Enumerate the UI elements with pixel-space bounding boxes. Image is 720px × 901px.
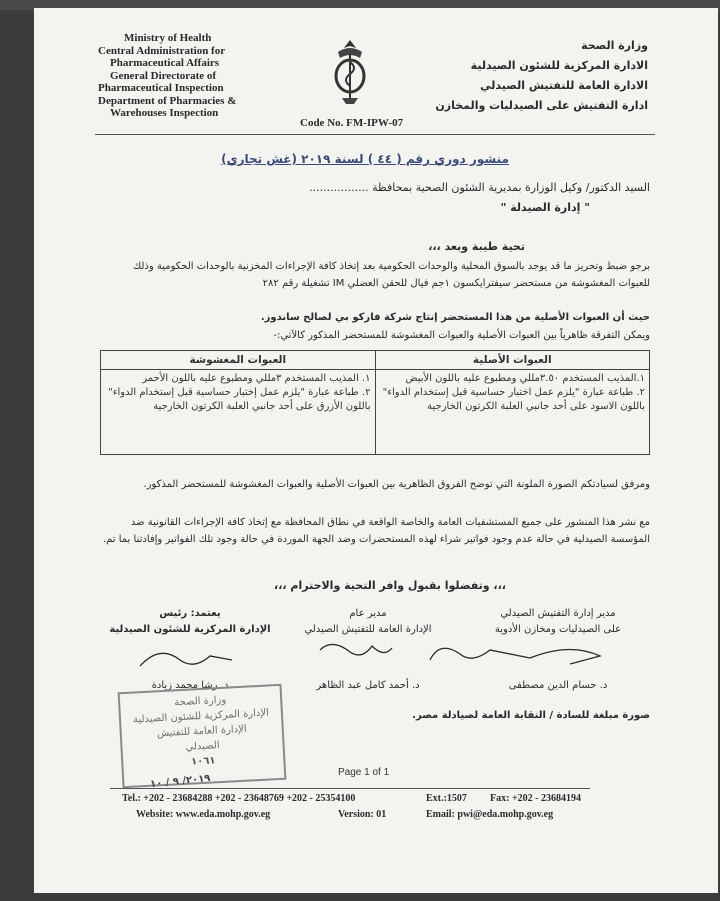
header-english <box>98 32 258 120</box>
footer-version: Version: 01 <box>338 809 387 820</box>
header-en-line: Department of Pharmacies & <box>98 94 237 107</box>
stamp-line: الإدارة العامة للتفتيش <box>156 723 247 740</box>
stamp-line: الإدارة المركزية للشئون الصيدلية <box>132 707 270 726</box>
closing-line: ،،، وتفضلوا بقبول وافر التحية والاحترام ،،، <box>274 579 506 592</box>
form-code: Code No. FM-IPW-07 <box>300 117 404 129</box>
header-en-line: Central Administration for <box>98 44 226 57</box>
stamp-number: ١٠٦١ <box>190 755 216 768</box>
signature-stroke-1 <box>430 648 600 664</box>
handwritten-signatures <box>100 630 620 680</box>
header-ar-line: وزارة الصحة <box>581 39 648 52</box>
signature-stroke-3 <box>140 653 232 666</box>
signature-role: على الصيدليات ومخازن الأدوية <box>494 624 622 635</box>
header-en-line: Pharmaceutical Affairs <box>110 57 220 69</box>
fake-point: ٢. طباعة عبارة "يلزم عمل إختبار حساسية قبل إستخدام الدواء" باللون الأزرق على أحد جانبي العلبة الكرتون الخارجية <box>108 387 371 412</box>
header-ar-line: الادارة المركزية للشئون الصيدلية <box>470 59 648 72</box>
cc-line: صورة مبلغة للسادة / النقابة العامة لصيادلة مصر. <box>412 710 650 721</box>
comparison-table <box>100 350 650 455</box>
header-en-line: Warehouses Inspection <box>110 107 219 119</box>
table-cell-original <box>375 370 650 455</box>
header-ar-line: ادارة التفتيش على الصيدليات والمخازن <box>435 99 648 112</box>
footer-divider <box>110 788 590 789</box>
signature-name: د. أحمد كامل عبد الظاهر <box>316 680 420 691</box>
table-cell-fake <box>101 370 376 455</box>
body-paragraph: ومرفق لسيادتكم الصورة الملونة التي توضح الفروق الظاهرية بين العبوات الأصلية والعبوات المغشوشة للمستحضر المذكور. <box>143 479 650 490</box>
table-row <box>101 370 650 455</box>
footer-ext: Ext.:1507 <box>426 793 467 804</box>
official-stamp <box>118 684 287 791</box>
body-paragraph: حيث أن العبوات الأصلية من هذا المستحضر إنتاج شركة فاركو بي لصالح ساندوز. <box>260 312 650 323</box>
header-divider <box>95 134 655 135</box>
signature-role: الإدارة المركزية للشئون الصيدلية <box>109 624 271 635</box>
greeting: تحية طيبة وبعد ،،، <box>428 240 525 253</box>
signature-role: مدير إدارة التفتيش الصيدلي <box>500 608 616 619</box>
signature-role: يعتمد: رئيس <box>159 608 221 619</box>
addressee-line: السيد الدكتور/ وكيل الوزارة بمديرية الشئون الصحية بمحافظة ................. <box>309 181 650 194</box>
signature-name: د. رشا محمد زيادة <box>151 680 229 691</box>
table-header-fake: العبوات المغشوشة <box>101 351 376 370</box>
signature-role: مدير عام <box>349 608 387 619</box>
fake-point: ١. المذيب المستخدم ٣مللي ومطبوع عليه باللون الأحمر <box>142 373 371 384</box>
header-en-line: Pharmaceutical Inspection <box>98 82 224 94</box>
signature-name: د. حسام الدين مصطفى <box>508 680 608 691</box>
addressee-department: " إدارة الصيدلة " <box>500 201 590 214</box>
stamp-line: الصيدلي <box>185 740 220 753</box>
table-header-row <box>101 351 650 370</box>
header-arabic <box>420 36 648 116</box>
original-point: ١.المذيب المستخدم ٣.٥٠مللي ومطبوع عليه باللون الأبيض <box>405 373 645 384</box>
footer-email[interactable]: Email: pwi@eda.mohp.gov.eg <box>426 809 554 820</box>
caduceus-logo-icon <box>328 36 372 108</box>
footer-fax: Fax: +202 - 23684194 <box>490 793 581 804</box>
footer-website[interactable]: Website: www.eda.mohp.gov.eg <box>136 809 271 820</box>
body-paragraph: برجو ضبط وتحريز ما قد يوجد بالسوق المحلية والوحدات الحكومية بعد إتخاذ كافة الإجراءات المخزنية بالوحدات الحكومية وذلك للعبوات المغشوشة من مستحضر سيفترايكسون ١جم فيال للحقن العضلي IM تشغيلة رقم ٢٨٢ <box>132 261 650 289</box>
stamp-line: وزارة الصحة <box>173 694 227 709</box>
header-en-line: Ministry of Health <box>124 32 212 44</box>
header-en-line: General Directorate of <box>110 69 217 82</box>
original-point: ٢. طباعة عبارة "يلزم عمل اختبار حساسية قبل إستخدام الدواء" باللون الاسود على أحد جانبي العلبة الكرتون الخارجية <box>382 387 645 412</box>
stamp-date: ٢٠١٩/ ٩ / ١٠ <box>149 772 211 791</box>
ministry-logo <box>328 36 372 108</box>
body-paragraph: مع نشر هذا المنشور على جميع المستشفيات العامة والخاصة الواقعة في نطاق المحافظة مع إتخاذ كافة الإجراءات القانونية ضد المؤسسة الصيدلية في حالة عدم وجود فواتير شراء لهذه المستحضرات وضد الجهة الموردة في حالة وجود تلك الفواتير وإفادتنا بما تم. <box>102 517 650 545</box>
page-number: Page 1 of 1 <box>338 767 390 778</box>
body-paragraph: ويمكن التفرقة ظاهرياً بين العبوات الأصلية والعبوات المغشوشة للمستحضر المذكور كالآتي:- <box>273 330 650 341</box>
table-header-original: العبوات الأصلية <box>375 351 650 370</box>
footer-tel: Tel.: +202 - 23684288 +202 - 23648769 +202 - 25354100 <box>122 793 356 804</box>
circular-title: منشور دوري رقم ( ٤٤ ) لسنة ٢٠١٩ (غش تجاري) <box>221 152 509 166</box>
signature-role: الإدارة العامة للتفتيش الصيدلي <box>304 624 432 635</box>
header-ar-line: الادارة العامة للتفتيش الصيدلي <box>480 79 648 92</box>
signature-stroke-2 <box>320 644 392 654</box>
